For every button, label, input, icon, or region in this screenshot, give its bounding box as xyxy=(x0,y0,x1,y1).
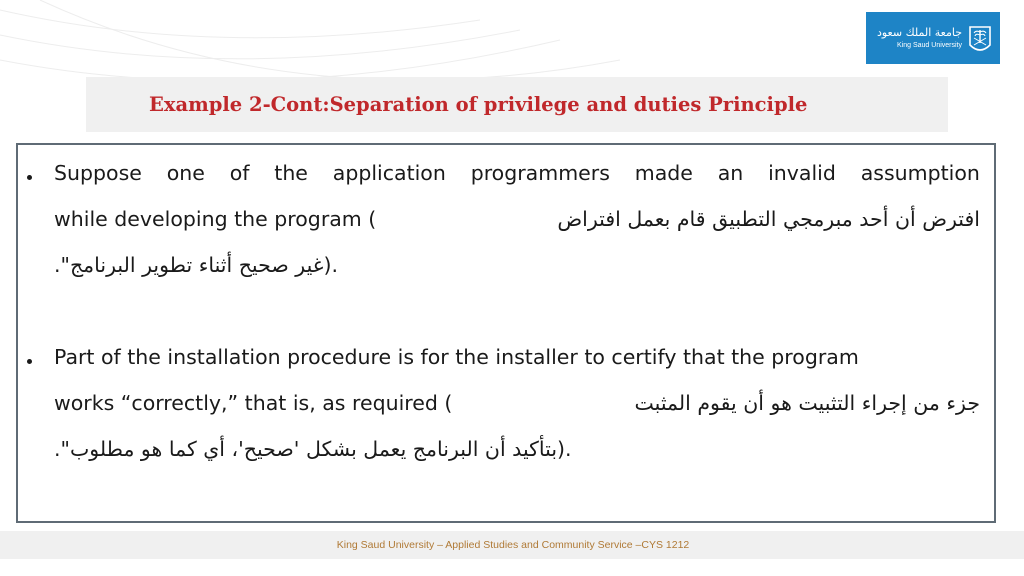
word: Suppose xyxy=(54,161,142,185)
word: programmers xyxy=(470,161,610,185)
bullet-line xyxy=(54,253,980,299)
arabic-text: جزء من إجراء التثبيت هو أن يقوم المثبت xyxy=(634,391,980,415)
word: an xyxy=(717,161,744,185)
slide-title: Example 2-Cont:Separation of privilege and duties Principle xyxy=(149,93,808,116)
english-text: Part of the installation procedure is for the installer to certify that the program xyxy=(54,345,859,369)
english-text: works “correctly,” that is, as required ( xyxy=(54,391,453,415)
closing-punctuation: ). xyxy=(557,437,572,461)
palm-swords-emblem-icon xyxy=(968,21,992,55)
logo-arabic-name: جامعة الملك سعود xyxy=(876,25,962,39)
bullet-dot xyxy=(27,359,32,364)
logo-english-name: King Saud University xyxy=(897,41,962,49)
word: of xyxy=(229,161,250,185)
bullet-line xyxy=(54,345,980,391)
footer xyxy=(0,531,1024,559)
bullet-line xyxy=(54,161,980,207)
title-band xyxy=(86,77,948,132)
university-logo xyxy=(866,12,1000,64)
word: one xyxy=(166,161,205,185)
word: invalid xyxy=(768,161,836,185)
word: assumption xyxy=(860,161,980,185)
word: application xyxy=(332,161,446,185)
closing-punctuation: ). xyxy=(323,253,339,277)
footer-text: King Saud University – Applied Studies and Community Service –CYS 1212 xyxy=(336,539,690,551)
word: the xyxy=(274,161,308,185)
bullet-dot xyxy=(27,175,32,180)
content-box xyxy=(16,143,996,523)
bullet-line xyxy=(54,391,980,437)
arabic-text: بتأكيد أن البرنامج يعمل بشكل 'صحيح'، أي كما هو مطلوب". xyxy=(54,437,558,461)
word: made xyxy=(634,161,693,185)
arabic-text: غير صحيح أثناء تطوير البرنامج". xyxy=(54,253,324,277)
english-text: while developing the program ( xyxy=(54,207,377,231)
arabic-text: افترض أن أحد مبرمجي التطبيق قام بعمل افتراض xyxy=(557,207,980,231)
bullet-line xyxy=(54,437,980,483)
bullet-line xyxy=(54,207,980,253)
